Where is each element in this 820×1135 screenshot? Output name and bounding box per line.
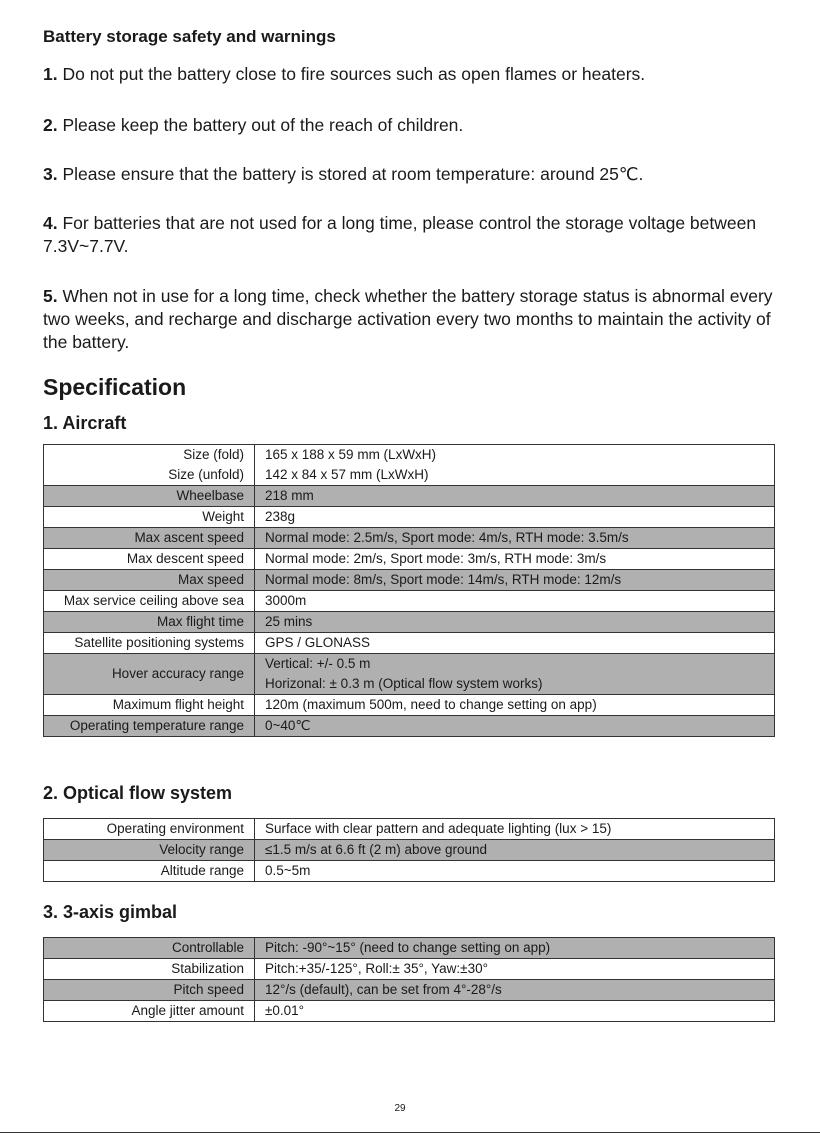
spec-value: Normal mode: 8m/s, Sport mode: 14m/s, RTH mode: 12m/s bbox=[255, 570, 775, 591]
page-number: 29 bbox=[394, 1103, 406, 1114]
spec-value: ≤1.5 m/s at 6.6 ft (2 m) above ground bbox=[255, 840, 775, 861]
spec-value: Normal mode: 2.5m/s, Sport mode: 4m/s, RTH mode: 3.5m/s bbox=[255, 528, 775, 549]
spec-key: Satellite positioning systems bbox=[44, 633, 255, 654]
table-row bbox=[44, 819, 775, 840]
spec-key: Max speed bbox=[44, 570, 255, 591]
safety-item-2: 2. Please keep the battery out of the reach of children. bbox=[43, 115, 464, 135]
optical-flow-spec-table bbox=[43, 818, 775, 882]
table-row bbox=[44, 549, 775, 570]
spec-value: 165 x 188 x 59 mm (LxWxH) 142 x 84 x 57 mm (LxWxH) bbox=[255, 445, 775, 486]
spec-key: Maximum flight height bbox=[44, 695, 255, 716]
table-row bbox=[44, 528, 775, 549]
spec-value: 120m (maximum 500m, need to change setting on app) bbox=[255, 695, 775, 716]
bottom-rule bbox=[0, 1132, 820, 1133]
spec-key: Max service ceiling above sea bbox=[44, 591, 255, 612]
spec-value: 0.5~5m bbox=[255, 861, 775, 882]
table-row bbox=[44, 654, 775, 695]
spec-key: Wheelbase bbox=[44, 486, 255, 507]
spec-value: 238g bbox=[255, 507, 775, 528]
table-row bbox=[44, 591, 775, 612]
table-row bbox=[44, 861, 775, 882]
spec-key: Stabilization bbox=[44, 959, 255, 980]
table-row bbox=[44, 840, 775, 861]
spec-value: GPS / GLONASS bbox=[255, 633, 775, 654]
safety-item-3: 3. Please ensure that the battery is stored at room temperature: around 25℃. bbox=[43, 164, 644, 184]
table-row bbox=[44, 695, 775, 716]
table-row bbox=[44, 445, 775, 486]
spec-key: Size (fold) Size (unfold) bbox=[44, 445, 255, 486]
spec-key: Pitch speed bbox=[44, 980, 255, 1001]
table-row bbox=[44, 612, 775, 633]
spec-value: Pitch:+35/-125°, Roll:± 35°, Yaw:±30° bbox=[255, 959, 775, 980]
aircraft-heading: 1. Aircraft bbox=[43, 413, 127, 433]
table-row bbox=[44, 1001, 775, 1022]
table-row bbox=[44, 959, 775, 980]
safety-item-5: 5. When not in use for a long time, check whether the battery storage status is abnormal every two weeks, and recharge and discharge activation every two months to maintain the activity of the battery. bbox=[43, 286, 773, 352]
spec-key: Velocity range bbox=[44, 840, 255, 861]
table-row bbox=[44, 716, 775, 737]
spec-value: 25 mins bbox=[255, 612, 775, 633]
aircraft-spec-table bbox=[43, 444, 775, 737]
spec-key: Hover accuracy range bbox=[44, 654, 255, 695]
spec-value: Surface with clear pattern and adequate lighting (lux > 15) bbox=[255, 819, 775, 840]
table-row bbox=[44, 633, 775, 654]
spec-key: Max flight time bbox=[44, 612, 255, 633]
safety-item-4: 4. For batteries that are not used for a long time, please control the storage voltage between 7.3V~7.7V. bbox=[43, 213, 757, 256]
spec-key: Angle jitter amount bbox=[44, 1001, 255, 1022]
table-row bbox=[44, 486, 775, 507]
spec-key: Max descent speed bbox=[44, 549, 255, 570]
table-row bbox=[44, 507, 775, 528]
spec-value: Pitch: -90°~15° (need to change setting on app) bbox=[255, 938, 775, 959]
spec-value: 0~40℃ bbox=[255, 716, 775, 737]
spec-key: Operating temperature range bbox=[44, 716, 255, 737]
spec-value: 218 mm bbox=[255, 486, 775, 507]
gimbal-heading: 3. 3-axis gimbal bbox=[43, 902, 178, 922]
table-row bbox=[44, 980, 775, 1001]
table-row bbox=[44, 570, 775, 591]
safety-item-1: 1. Do not put the battery close to fire sources such as open flames or heaters. bbox=[43, 64, 646, 84]
spec-value: 3000m bbox=[255, 591, 775, 612]
spec-key: Controllable bbox=[44, 938, 255, 959]
table-row bbox=[44, 938, 775, 959]
spec-value: ±0.01° bbox=[255, 1001, 775, 1022]
optical-flow-heading: 2. Optical flow system bbox=[43, 783, 233, 803]
spec-key: Max ascent speed bbox=[44, 528, 255, 549]
spec-value: Vertical: +/- 0.5 m Horizonal: ± 0.3 m (Optical flow system works) bbox=[255, 654, 775, 695]
spec-key: Altitude range bbox=[44, 861, 255, 882]
specification-heading: Specification bbox=[43, 374, 187, 400]
spec-value: 12°/s (default), can be set from 4°-28°/s bbox=[255, 980, 775, 1001]
spec-value: Normal mode: 2m/s, Sport mode: 3m/s, RTH mode: 3m/s bbox=[255, 549, 775, 570]
spec-key: Weight bbox=[44, 507, 255, 528]
spec-key: Operating environment bbox=[44, 819, 255, 840]
gimbal-spec-table bbox=[43, 937, 775, 1022]
safety-heading: Battery storage safety and warnings bbox=[43, 27, 336, 46]
